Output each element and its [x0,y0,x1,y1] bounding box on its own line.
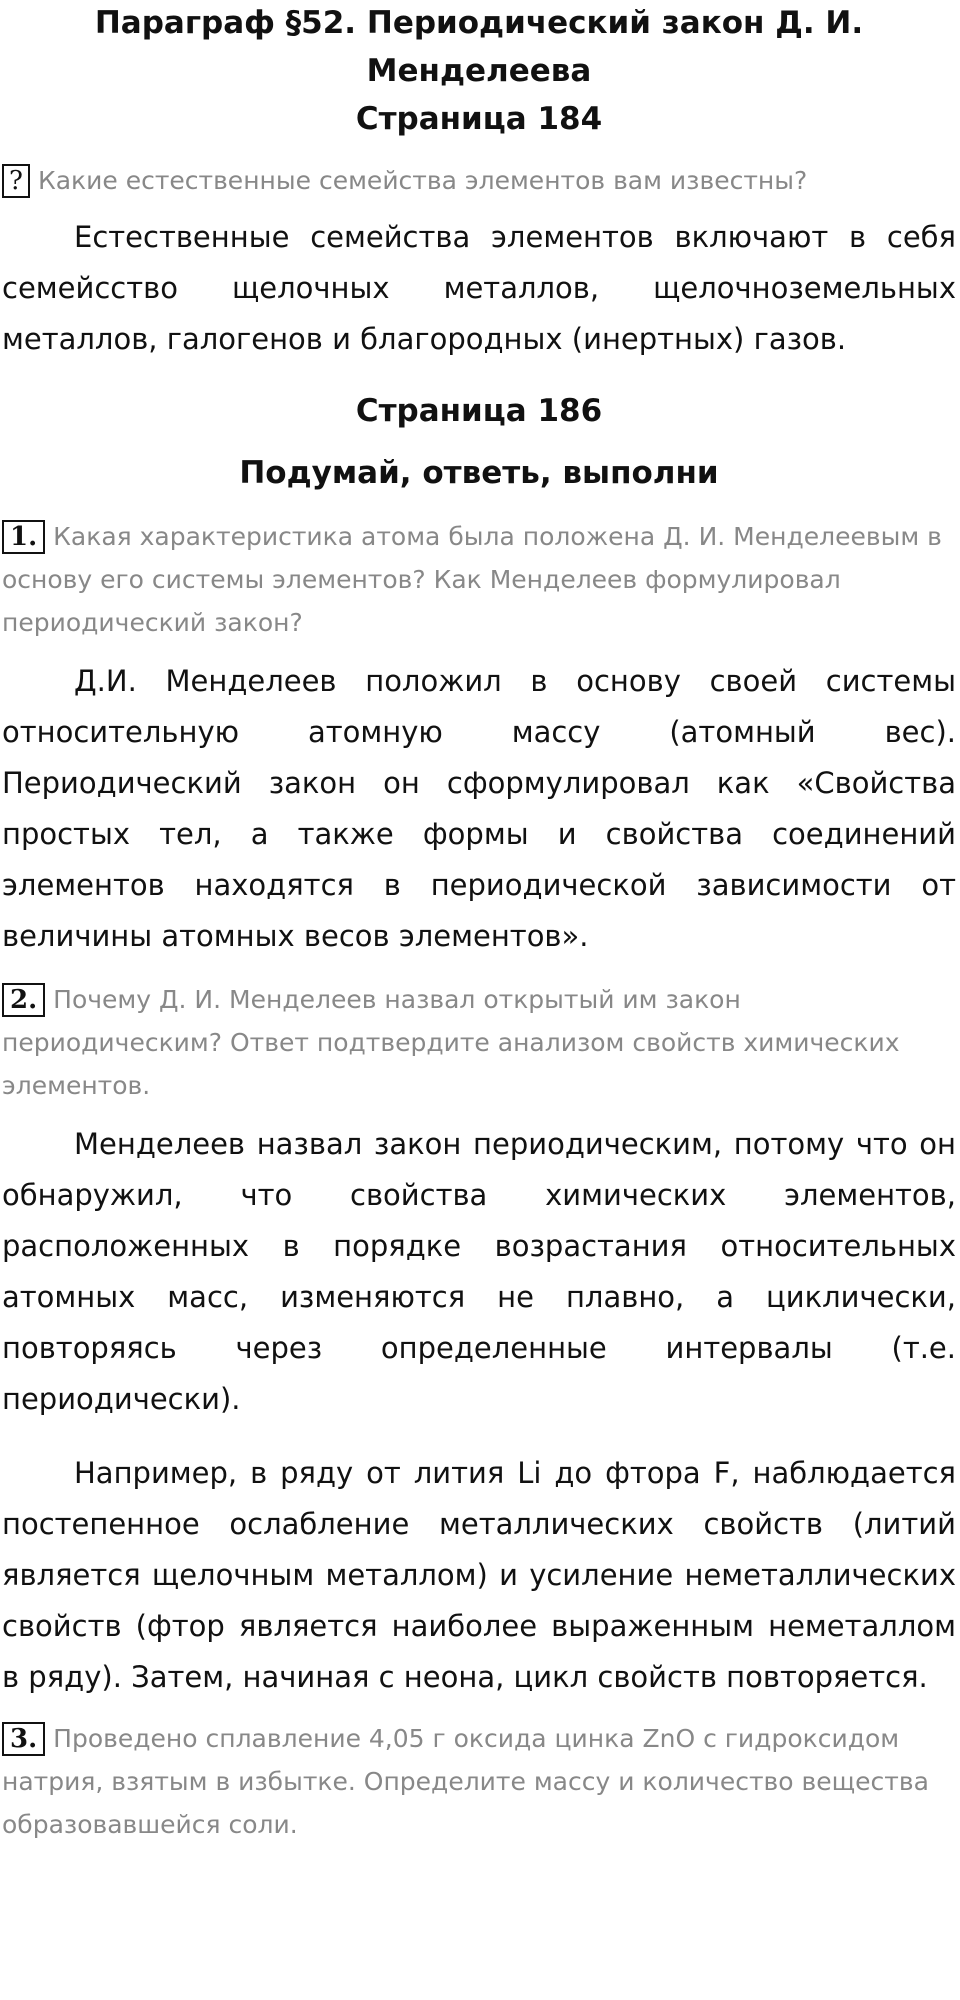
answer-0: Естественные семейства элементов включают в себя семейсство щелочных металлов, щелочноземельных металлов, галогенов и благородных (инертных) газов. [2,220,956,356]
answer-2b: Например, в ряду от лития Li до фтора F, наблюдается постепенное ослабление металлических свойств (литий является щелочным металлом) и усиление неметаллических свойств (фтор является наиболее выраженным неметаллом в ряду). Затем, начиная с неона, цикл свойств повторяется. [2,1456,956,1694]
question-3 [2,1717,956,1846]
section-heading: Подумай, ответь, выполни [239,455,719,491]
page-label-184: Страница 184 [355,101,603,137]
question-text: Проведено сплавление 4,05 г оксида цинка ZnO с гидроксидом натрия, взятым в избытке. Определите массу и количество вещества образовавшейся соли. [2,1724,929,1839]
question-text: Какая характеристика атома была положена Д. И. Менделеевым в основу его системы элементов? Как Менделеев формулировал периодический закон? [2,522,942,637]
answer-2a: Менделеев назвал закон периодическим, потому что он обнаружил, что свойства химических элементов, расположенных в порядке возрастания относительных атомных масс, изменяются не плавно, а циклически, повторяясь через определенные интервалы (т.е. периодически). [2,1127,956,1416]
question-marker: 1. [2,520,45,554]
question-text: Почему Д. И. Менделеев назвал открытый им закон периодическим? Ответ подтвердите анализом свойств химических элементов. [2,985,900,1100]
page-label-186: Страница 186 [355,393,603,429]
page-title: Параграф §52. Периодический закон Д. И. Менделеева [94,5,864,89]
question-marker: ? [2,164,30,198]
question-marker: 3. [2,1722,45,1756]
question-text: Какие естественные семейства элементов вам известны? [37,166,808,195]
question-2 [2,978,956,1107]
question-0 [2,159,956,202]
question-1 [2,515,956,644]
answer-1: Д.И. Менделеев положил в основу своей системы относительную атомную массу (атомный вес). Периодический закон он сформулировал как «Свойства простых тел, а также формы и свойства соединений элементов находятся в периодической зависимости от величины атомных весов элементов». [2,664,956,953]
question-marker: 2. [2,983,45,1017]
